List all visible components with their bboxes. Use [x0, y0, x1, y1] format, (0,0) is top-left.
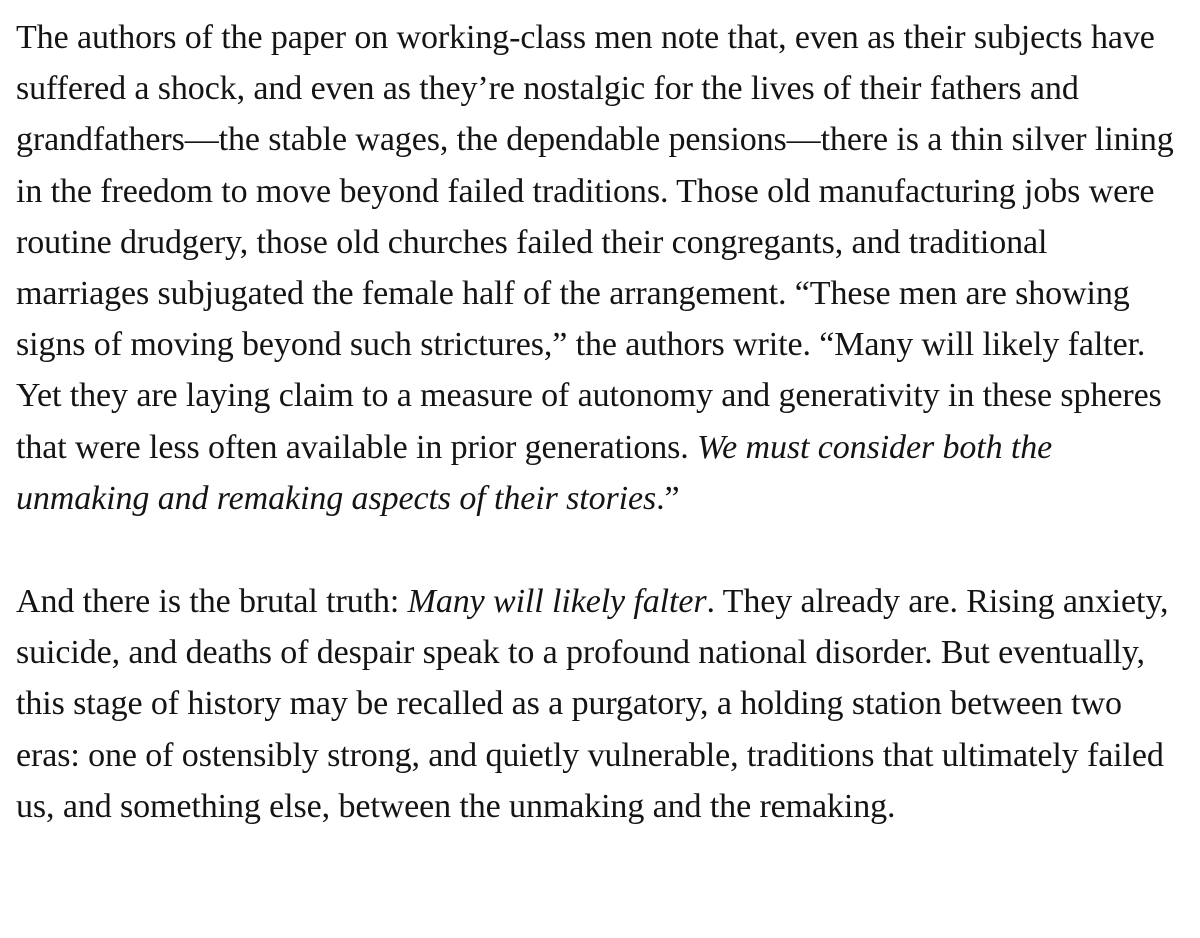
paragraph-2-lead: And there is the brutal truth:: [16, 583, 408, 621]
paragraph-1-text: The authors of the paper on working-class men note that, even as their subjects have suffered a shock, and even as they’re nostalgic for the lives of their fathers and grandfathers—the stable wages, the dependable pensions—there is a thin silver lining in the freedom to move beyond failed traditions. Those old manufacturing jobs were routine drudgery, those old churches failed their congregants, and traditional marriages subjugated the female half of the arrangement. “These men are showing signs of moving beyond such strictures,” the authors write. “Many will likely falter. Yet they are laying claim to a measure of autonomy and generativity in these spheres that were less often available in prior generations.: [16, 19, 1174, 466]
paragraph-1-italic-quote: We must consider both the unmaking and remaking aspects of their stories: [16, 428, 1053, 517]
paragraph-2-italic-phrase: Many will likely falter: [407, 583, 707, 621]
paragraph-2-text: . They already are. Rising anxiety, suicide, and deaths of despair speak to a profound national disorder. But eventually, this stage of history may be recalled as a purgatory, a holding station between two eras: one of ostensibly strong, and quietly vulnerable, traditions that ultimately failed us, and something else, between the unmaking and the remaking.: [16, 583, 1169, 825]
article-body: [16, 12, 1188, 832]
paragraph-1-closing: .”: [656, 479, 680, 517]
paragraph-2: [16, 576, 1188, 832]
paragraph-1: [16, 12, 1188, 524]
